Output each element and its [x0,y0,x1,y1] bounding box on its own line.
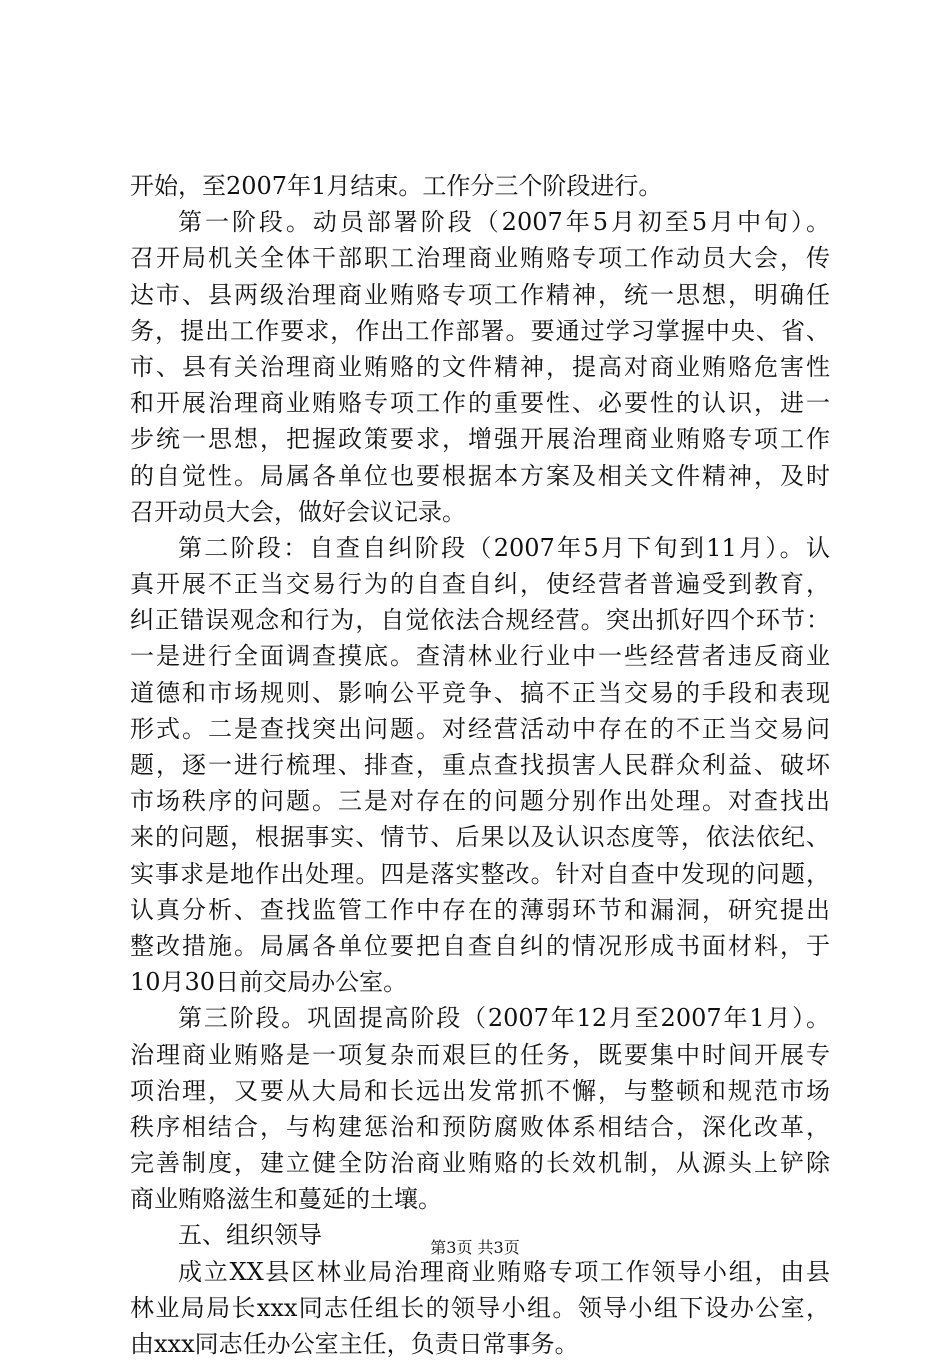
paragraph-line: 题，逐一进行梳理、排查，重点查找损害人民群众利益、破坏 [130,751,830,779]
paragraph-line: 秩序相结合，与构建惩治和预防腐败体系相结合，深化改革， [130,1112,830,1141]
paragraph-line: 和开展治理商业贿赂专项工作的重要性、必要性的认识，进一 [130,389,830,418]
paragraph-line: 召开局机关全体干部职工治理商业贿赂专项工作动员大会，传 [130,244,830,273]
paragraph-line: 林业局局长xxx同志任组长的领导小组。领导小组下设办公室， [130,1293,830,1322]
paragraph-line: 第二阶段：自查自纠阶段（2007年5月下旬到11月）。认 [178,533,830,562]
paragraph-line: 来的问题，根据事实、情节、后果以及认识态度等，依法依纪、 [130,823,830,852]
paragraph-line: 市、县有关治理商业贿赂的文件精神，提高对商业贿赂危害性 [130,352,830,381]
paragraph-line: 一是进行全面调查摸底。查清林业行业中一些经营者违反商业 [130,642,830,671]
paragraph-line: 整改措施。局属各单位要把自查自纠的情况形成书面材料，于 [130,931,830,960]
paragraph-line: 市场秩序的问题。三是对存在的问题分别作出处理。对查找出 [130,787,830,816]
paragraph-line: 10月30日前交局办公室。 [130,968,408,997]
paragraph-line: 真开展不正当交易行为的自查自纠，使经营者普遍受到教育， [130,570,830,599]
paragraph-line: 第三阶段。巩固提高阶段（2007年12月至2007年1月）。 [178,1004,830,1033]
paragraph-line: 达市、县两级治理商业贿赂专项工作精神，统一思想，明确任 [130,280,830,309]
paragraph-line: 成立XX县区林业局治理商业贿赂专项工作领导小组，由县 [178,1257,830,1286]
paragraph-line: 步统一思想，把握政策要求，增强开展治理商业贿赂专项工作 [130,425,830,454]
paragraph-line: 纠正错误观念和行为，自觉依法合规经营。突出抓好四个环节： [130,606,830,635]
document-body [130,168,830,1362]
paragraph-line: 商业贿赂滋生和蔓延的土壤。 [130,1185,442,1214]
paragraph-line: 由xxx同志任办公室主任，负责日常事务。 [130,1330,579,1358]
paragraph-line: 形式。二是查找突出问题。对经营活动中存在的不正当交易问 [130,714,830,743]
paragraph-line: 开始，至2007年1月结束。工作分三个阶段进行。 [130,172,663,200]
paragraph-line: 道德和市场规则、影响公平竞争、搞不正当交易的手段和表现 [130,678,830,707]
paragraph-line: 的自觉性。局属各单位也要根据本方案及相关文件精神，及时 [130,461,830,490]
paragraph-line: 完善制度，建立健全防治商业贿赂的长效机制，从源头上铲除 [130,1149,830,1178]
paragraph-line: 实事求是地作出处理。四是落实整改。针对自查中发现的问题， [130,859,830,888]
page-footer: 第3页 共3页 [430,1238,520,1257]
paragraph-line: 召开动员大会，做好会议记录。 [130,497,466,526]
paragraph-line: 治理商业贿赂是一项复杂而艰巨的任务，既要集中时间开展专 [130,1040,830,1069]
paragraph-line: 第一阶段。动员部署阶段（2007年5月初至5月中旬）。 [178,208,830,237]
paragraph-line: 五、组织领导 [178,1221,322,1250]
paragraph-line: 认真分析、查找监管工作中存在的薄弱环节和漏洞，研究提出 [130,895,830,924]
paragraph-line: 务，提出工作要求，作出工作部署。要通过学习掌握中央、省、 [130,316,830,345]
paragraph-line: 项治理，又要从大局和长远出发常抓不懈，与整顿和规范市场 [130,1076,830,1105]
